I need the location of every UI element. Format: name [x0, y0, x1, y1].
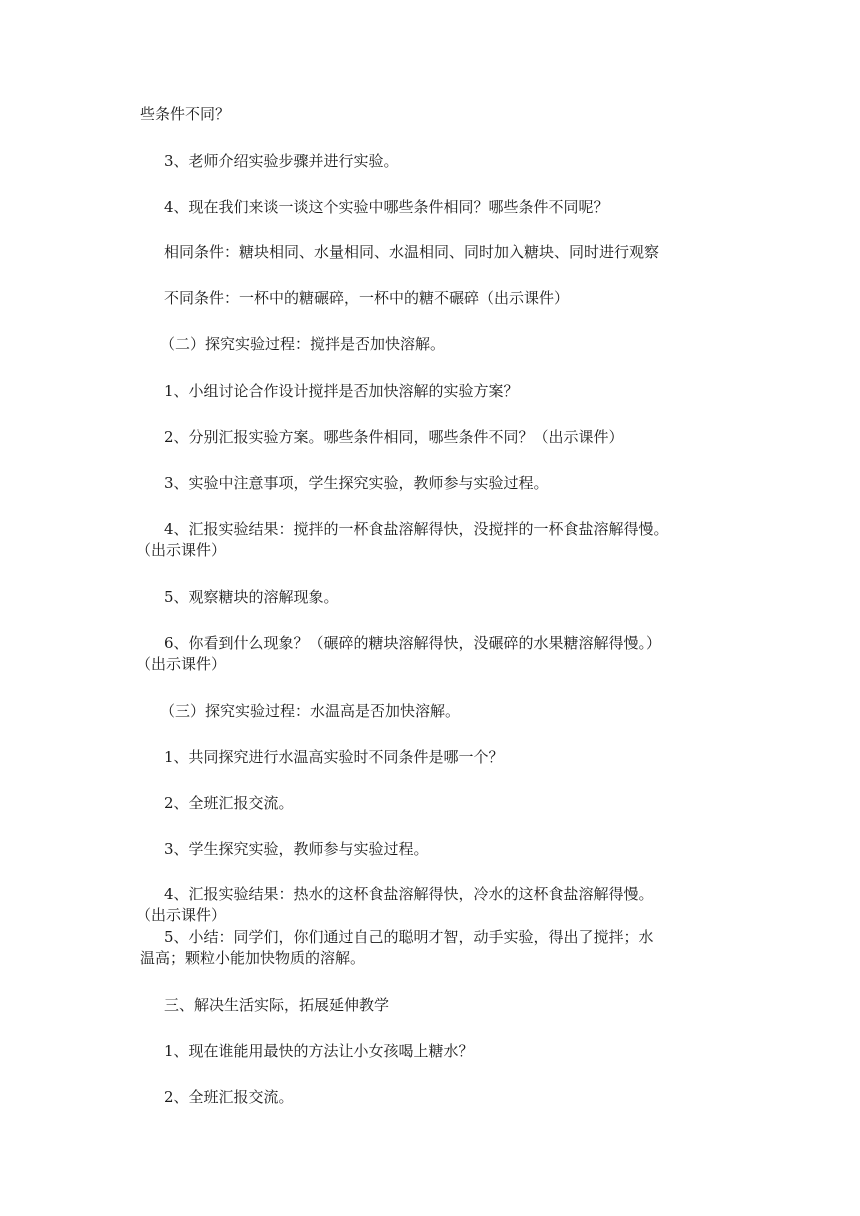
text-line: （出示课件）	[136, 541, 227, 559]
text-line: 2、全班汇报交流。	[164, 794, 294, 812]
text-line: 1、共同探究进行水温高实验时不同条件是哪一个？	[164, 748, 504, 766]
text-line: 3、实验中注意事项，学生探究实验，教师参与实验过程。	[164, 474, 549, 492]
text-line: 5、观察糖块的溶解现象。	[164, 588, 339, 606]
text-line: 2、分别汇报实验方案。哪些条件相同，哪些条件不同？（出示课件）	[164, 428, 624, 446]
text-line: 4、现在我们来谈一谈这个实验中哪些条件相同？哪些条件不同呢？	[164, 198, 609, 216]
section-heading: （二）探究实验过程：搅拌是否加快溶解。	[160, 335, 446, 353]
text-line: 些条件不同？	[140, 105, 231, 123]
text-line: 4、汇报实验结果：热水的这杯食盐溶解得快，冷水的这杯食盐溶解得慢。	[164, 885, 654, 903]
text-line: 不同条件：一杯中的糖碾碎，一杯中的糖不碾碎（出示课件）	[164, 289, 570, 307]
text-line: 相同条件：糖块相同、水量相同、水温相同、同时加入糖块、同时进行观察	[164, 243, 660, 261]
section-heading: （三）探究实验过程：水温高是否加快溶解。	[160, 702, 461, 720]
text-line: 4、汇报实验结果：搅拌的一杯食盐溶解得快，没搅拌的一杯食盐溶解得慢。	[164, 520, 669, 538]
text-line: （出示课件）	[136, 906, 227, 924]
text-line: 5、小结：同学们，你们通过自己的聪明才智，动手实验，得出了搅拌；水	[164, 928, 654, 946]
text-line: 1、小组讨论合作设计搅拌是否加快溶解的实验方案？	[164, 382, 519, 400]
text-line: （出示课件）	[136, 655, 227, 673]
text-line: 3、学生探究实验，教师参与实验过程。	[164, 840, 429, 858]
text-line: 6、你看到什么现象？（碾碎的糖块溶解得快，没碾碎的水果糖溶解得慢。）	[164, 634, 662, 652]
text-line: 温高；颗粒小能加快物质的溶解。	[140, 949, 366, 967]
text-line: 2、全班汇报交流。	[164, 1088, 294, 1106]
text-line: 3、老师介绍实验步骤并进行实验。	[164, 152, 399, 170]
section-heading: 三、解决生活实际，拓展延伸教学	[164, 996, 390, 1014]
text-line: 1、现在谁能用最快的方法让小女孩喝上糖水？	[164, 1042, 474, 1060]
